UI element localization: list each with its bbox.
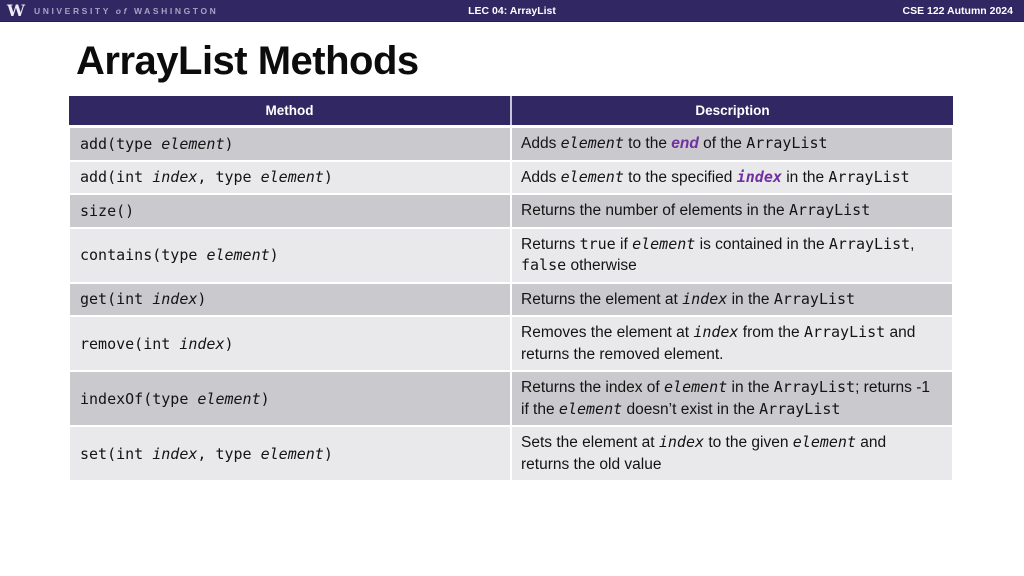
table-row [69, 316, 953, 371]
table-row [69, 127, 953, 161]
description-cell [511, 316, 953, 371]
text-segment: element [197, 389, 261, 408]
text-segment: set(int [80, 444, 153, 463]
university-label [34, 6, 218, 16]
text-segment: and returns the old value [521, 434, 887, 473]
method-cell [69, 426, 511, 481]
page-title: ArrayList Methods [76, 39, 419, 83]
text-segment: size() [80, 201, 135, 220]
text-segment: index [179, 334, 225, 353]
description-cell [511, 194, 953, 228]
text-segment: element [558, 399, 623, 418]
text-segment: element [260, 444, 324, 463]
text-segment: and returns the removed element. [521, 324, 916, 363]
text-segment: ) [260, 389, 270, 408]
text-segment: in the [727, 379, 774, 396]
text-segment: ) [323, 168, 333, 187]
text-segment: ArrayList [773, 378, 856, 396]
top-bar [0, 0, 1024, 22]
text-segment: index [736, 167, 782, 186]
method-cell [69, 228, 511, 283]
text-segment: element [664, 378, 728, 396]
table-row [69, 283, 953, 317]
text-segment: in the [727, 290, 774, 308]
text-segment: add(type [80, 134, 162, 153]
text-segment: Returns [521, 235, 580, 253]
text-segment: to the specified [623, 168, 737, 186]
text-segment: element [161, 134, 225, 153]
text-segment: if [615, 235, 633, 253]
description-cell [511, 426, 953, 481]
text-segment: Sets the element at [521, 434, 659, 451]
text-segment: ) [197, 290, 207, 309]
text-segment: remove(int [80, 334, 180, 353]
method-cell [69, 316, 511, 371]
text-segment: ArrayList [746, 134, 828, 152]
text-segment: doesn’t exist in the [622, 400, 760, 418]
text-segment: ArrayList [828, 234, 911, 253]
table-row [69, 426, 953, 481]
text-segment: , type [197, 168, 261, 187]
column-header-method: Method [69, 96, 511, 127]
course-label: CSE 122 Autumn 2024 [902, 4, 1013, 17]
text-segment: element [260, 168, 324, 187]
lecture-label: LEC 04: ArrayList [468, 4, 556, 17]
description-cell [511, 228, 953, 283]
text-segment: Returns the index of [521, 379, 665, 396]
text-segment: to the [623, 135, 672, 152]
table-header [69, 96, 953, 127]
table-row [69, 371, 953, 426]
text-segment: element [632, 234, 696, 253]
description-cell [511, 127, 953, 161]
text-segment: Returns the number of elements in the [521, 202, 789, 219]
text-segment: UNIVERSITY [33, 5, 116, 16]
table-row [69, 228, 953, 283]
text-segment: ; returns -1 if the [521, 379, 931, 418]
text-segment: ) [224, 334, 234, 353]
text-segment: get(int [80, 290, 153, 309]
text-segment: ArrayList [759, 399, 841, 418]
table-row [69, 194, 953, 228]
description-cell [511, 161, 953, 195]
text-segment: otherwise [566, 257, 637, 274]
method-cell [69, 161, 511, 195]
uw-logo: W [7, 1, 25, 20]
text-segment: index [152, 290, 198, 309]
method-cell [69, 283, 511, 317]
description-cell [511, 283, 953, 317]
text-segment: ) [323, 444, 333, 463]
text-segment: Adds [521, 168, 561, 186]
text-segment: from the [738, 324, 804, 341]
description-cell [511, 371, 953, 426]
text-segment: element [792, 433, 856, 451]
text-segment: Returns the element at [521, 290, 683, 308]
text-segment: false [521, 256, 567, 274]
text-segment: ArrayList [803, 323, 886, 341]
text-segment: WASHINGTON [129, 5, 219, 16]
text-segment: element [560, 134, 624, 152]
text-segment: contains(type [80, 246, 207, 264]
text-segment: is contained in the [695, 235, 829, 253]
text-segment: indexOf(type [80, 389, 198, 408]
text-segment: to the given [704, 434, 793, 451]
text-segment: Removes the element at [521, 324, 694, 341]
table-body [69, 127, 953, 482]
text-segment: of the [698, 135, 747, 152]
text-segment: index [693, 323, 739, 341]
method-cell [69, 127, 511, 161]
text-segment: element [206, 246, 270, 264]
text-segment: ArrayList [828, 167, 910, 186]
header-row [69, 96, 953, 127]
text-segment: Adds [521, 135, 561, 152]
text-segment: index [658, 433, 705, 451]
text-segment: true [579, 234, 616, 253]
method-cell [69, 194, 511, 228]
text-segment: index [152, 168, 198, 187]
text-segment: end [671, 135, 699, 152]
text-segment: ) [269, 246, 279, 264]
method-cell [69, 371, 511, 426]
methods-table [68, 96, 954, 482]
text-segment: add(int [80, 168, 153, 187]
table-row [69, 161, 953, 195]
text-segment: element [560, 167, 624, 186]
text-segment: ArrayList [788, 201, 871, 219]
text-segment: of [115, 5, 130, 16]
text-segment: ) [224, 134, 234, 153]
column-header-description: Description [511, 96, 953, 127]
text-segment: in the [781, 168, 829, 186]
text-segment: index [152, 444, 198, 463]
text-segment: ArrayList [773, 289, 856, 308]
text-segment: , [910, 235, 915, 253]
text-segment: , type [197, 444, 261, 463]
text-segment: index [682, 289, 728, 308]
